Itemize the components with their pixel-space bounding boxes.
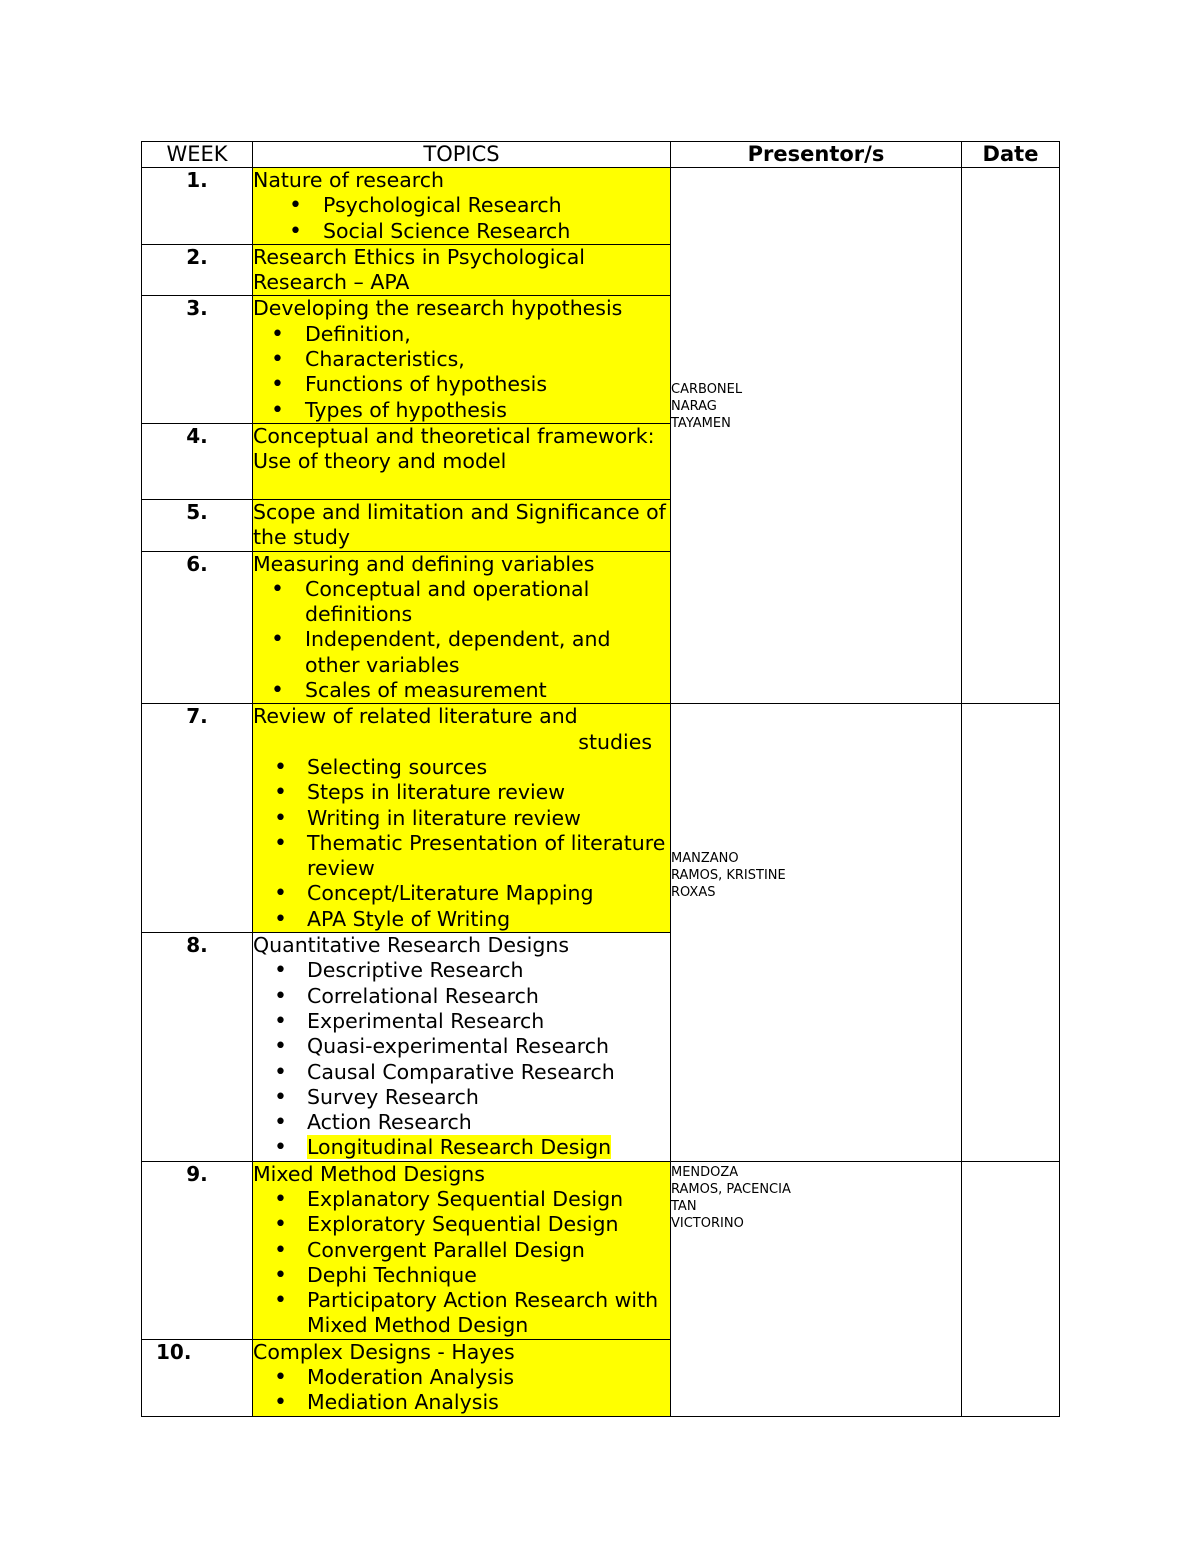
topic-list: [253, 755, 670, 932]
topic-title: Complex Designs - Hayes: [253, 1339, 515, 1364]
presentor-name: CARBONEL: [671, 382, 743, 397]
topic-cell: [253, 423, 671, 499]
list-item: [253, 1135, 670, 1160]
date-cell: [962, 1161, 1060, 1416]
topic-cell: [253, 1161, 671, 1339]
list-item: • Concept/Literature Mapping: [253, 881, 670, 906]
list-item: • Correlational Research: [253, 984, 670, 1009]
list-item: • Experimental Research: [253, 1009, 670, 1034]
week-number: 10.: [142, 1339, 253, 1416]
topic-list: [253, 1365, 670, 1416]
week-number: 1.: [142, 168, 253, 245]
list-item: • Types of hypothesis: [253, 398, 670, 423]
topic-cell: [253, 244, 671, 296]
topic-cell: [253, 296, 671, 423]
list-item: • Quasi-experimental Research: [253, 1034, 670, 1059]
week-number: 9.: [142, 1161, 253, 1339]
list-item: • Convergent Parallel Design: [253, 1238, 670, 1263]
presentor-name: MANZANO: [671, 851, 739, 867]
list-item: • Social Science Research: [253, 219, 670, 244]
date-header: Date: [962, 142, 1060, 168]
presentor-cell: [671, 1161, 962, 1416]
list-item: • Scales of measurement: [253, 678, 670, 703]
list-item: • Psychological Research: [253, 193, 670, 218]
topic-cell: [253, 551, 671, 704]
week-number: 8.: [142, 933, 253, 1162]
highlighted-text: Longitudinal Research Design: [307, 1135, 612, 1160]
topic-title: Research Ethics in Psychological Research – APA: [253, 244, 585, 295]
presentor-name: MENDOZA: [671, 1164, 739, 1180]
schedule-table: [141, 141, 1060, 1417]
topic-list: [253, 577, 670, 703]
presentor-name: TAYAMEN: [671, 416, 731, 431]
week-header: WEEK: [142, 142, 253, 168]
topic-list: [253, 958, 670, 1160]
presentor-name: TAN: [671, 1198, 697, 1214]
topic-title: Quantitative Research Designs: [253, 933, 570, 958]
list-item: • APA Style of Writing: [253, 907, 670, 932]
week-number: 4.: [142, 423, 253, 499]
list-item: • Participatory Action Research with Mixed Method Design: [253, 1288, 670, 1339]
topic-cell: [253, 704, 671, 933]
topic-title: Conceptual and theoretical framework: Use of theory and model: [253, 423, 655, 474]
topics-header: TOPICS: [253, 142, 671, 168]
table-row: [142, 1161, 1060, 1339]
topic-title: Measuring and defining variables: [253, 551, 595, 576]
list-item: • Definition,: [253, 322, 670, 347]
topic-title: Developing the research hypothesis: [253, 296, 623, 321]
topic-title-continued: studies: [578, 729, 652, 754]
list-item: • Causal Comparative Research: [253, 1060, 670, 1085]
list-item: • Thematic Presentation of literature review: [253, 831, 670, 882]
presentor-name: RAMOS, PACENCIA: [671, 1181, 791, 1197]
list-item: • Functions of hypothesis: [253, 372, 670, 397]
topic-cell: [253, 933, 671, 1162]
presentor-name: NARAG: [671, 399, 717, 414]
list-item: • Action Research: [253, 1110, 670, 1135]
week-number: 2.: [142, 244, 253, 296]
list-item: • Moderation Analysis: [253, 1365, 670, 1390]
header-row: [142, 142, 1060, 168]
topic-title: Scope and limitation and Significance of the study: [253, 499, 666, 550]
presentor-cell: [671, 168, 962, 704]
list-item: • Mediation Analysis: [253, 1390, 670, 1415]
topic-cell: [253, 499, 671, 551]
topic-title: Review of related literature and: [253, 704, 578, 729]
presentor-name: ROXAS: [671, 885, 716, 901]
week-number: 5.: [142, 499, 253, 551]
presentor-cell: [671, 704, 962, 1161]
list-item: • Descriptive Research: [253, 958, 670, 983]
list-item: • Explanatory Sequential Design: [253, 1187, 670, 1212]
date-cell: [962, 168, 1060, 704]
presentors-header: Presentor/s: [671, 142, 962, 168]
presentor-name: RAMOS, KRISTINE: [671, 868, 786, 884]
table-row: [142, 704, 1060, 933]
topic-list: [253, 322, 670, 423]
topic-cell: [253, 1339, 671, 1416]
week-number: 6.: [142, 551, 253, 704]
list-item: • Dephi Technique: [253, 1263, 670, 1288]
list-item: • Independent, dependent, and other variables: [253, 627, 670, 678]
date-cell: [962, 704, 1060, 1161]
week-number: 3.: [142, 296, 253, 423]
list-item: • Exploratory Sequential Design: [253, 1212, 670, 1237]
list-item: • Survey Research: [253, 1085, 670, 1110]
list-item: • Writing in literature review: [253, 806, 670, 831]
table-row: [142, 168, 1060, 245]
list-item: • Steps in literature review: [253, 780, 670, 805]
topic-list: [253, 1187, 670, 1339]
topic-list: [253, 193, 670, 244]
list-item: • Selecting sources: [253, 755, 670, 780]
topic-title: Mixed Method Designs: [253, 1161, 485, 1186]
presentor-name: VICTORINO: [671, 1215, 744, 1231]
topic-cell: [253, 168, 671, 245]
list-item: • Characteristics,: [253, 347, 670, 372]
topic-title: Nature of research: [253, 168, 444, 192]
list-item: • Conceptual and operational definitions: [253, 577, 670, 628]
week-number: 7.: [142, 704, 253, 933]
